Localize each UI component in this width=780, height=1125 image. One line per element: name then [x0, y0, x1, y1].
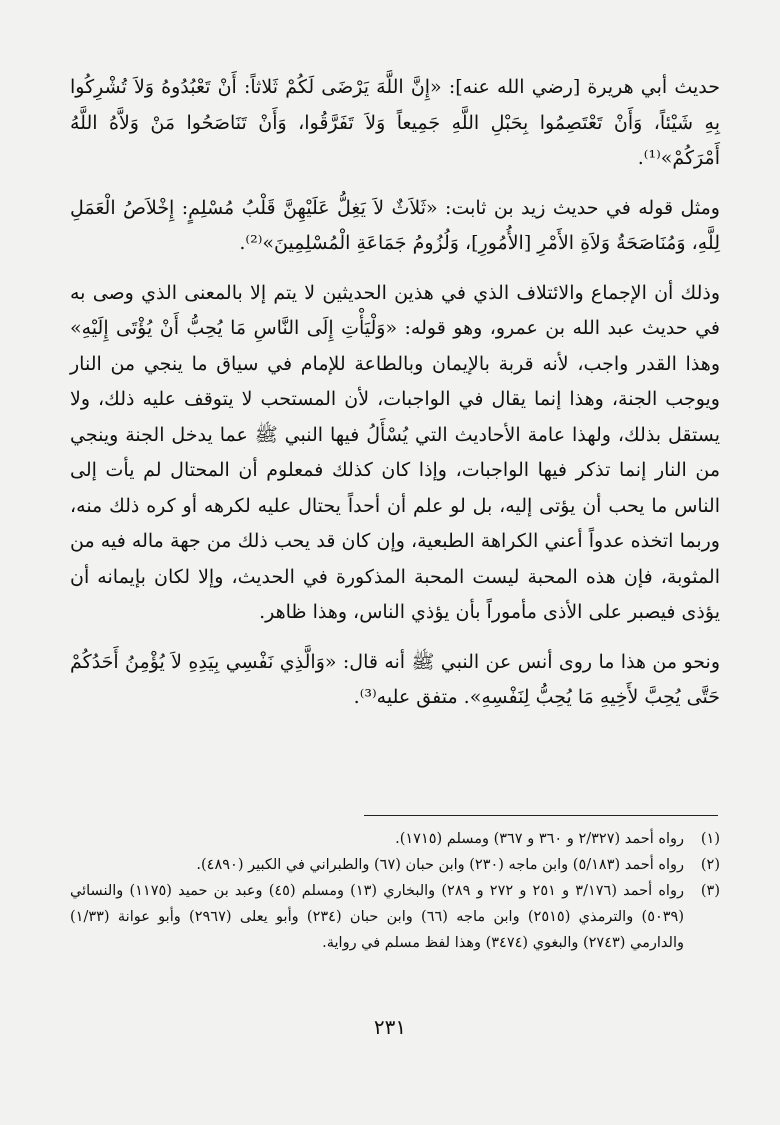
page-number: ٢٣١	[373, 1015, 407, 1039]
footnote-divider	[364, 815, 718, 816]
main-text	[70, 70, 720, 730]
paragraph: ونحو من هذا ما روى أنس عن النبي ﷺ أنه قال: «وَالَّذِي نَفْسِي بِيَدِهِ لاَ يُؤْمِنُ أَحَدُكُمْ حَتَّى يُحِبَّ لأَخِيهِ مَا يُحِبُّ لِنَفْسِهِ». متفق عليه⁽³⁾.	[70, 650, 720, 708]
footnote-number: (٣)	[700, 883, 720, 899]
footnote	[70, 852, 720, 878]
footnote	[70, 826, 720, 852]
footnote-text: رواه أحمد (٣/١٧٦ و ٢٥١ و ٢٧٢ و ٢٨٩) والبخاري (١٣) ومسلم (٤٥) وعبد بن حميد (١١٧٥) والنسائي (٥٠٣٩) والترمذي (٢٥١٥) وابن ماجه (٦٦) وابن حبان (٢٣٤) وأبو يعلى (٢٩٦٧) وأبو عوانة (١/٣٣) والدارمي (٢٧٤٣) والبغوي (٣٤٧٤) وهذا لفظ مسلم في رواية.	[70, 883, 685, 951]
paragraph: ومثل قوله في حديث زيد بن ثابت: «ثَلاَثٌ لاَ يَغِلُّ عَلَيْهِنَّ قَلْبُ مُسْلِمٍ: إِخْلاَصُ الْعَمَلِ لِلَّهِ، وَمُنَاصَحَةُ وَلاَةِ الأَمْرِ [الأُمُورِ]، وَلُزُومُ جَمَاعَةِ الْمُسْلِمِينَ»⁽²⁾.	[70, 196, 720, 254]
footnote-number: (١)	[700, 831, 720, 847]
footnote-text: رواه أحمد (٥/١٨٣) وابن ماجه (٢٣٠) وابن حبان (٦٧) والطبراني في الكبير (٤٨٩٠).	[196, 857, 684, 873]
paragraph: حديث أبي هريرة [رضي الله عنه]: «إِنَّ اللَّهَ يَرْضَى لَكُمْ ثَلاثاً: أَنْ تَعْبُدُوهُ وَلاَ تُشْرِكُوا بِهِ شَيْئاً، وَأَنْ تَعْتَصِمُوا بِحَبْلِ اللَّهِ جَمِيعاً وَلاَ تَفَرَّقُوا، وَأَنْ تَنَاصَحُوا مَنْ وَلاَّهُ اللَّهُ أَمْرَكُمْ»⁽¹⁾.	[70, 76, 720, 169]
footnote	[70, 878, 720, 956]
paragraph: وذلك أن الإجماع والائتلاف الذي في هذين الحديثين لا يتم إلا بالمعنى الذي وصى به في حديث عبد الله بن عمرو، وهو قوله: «وَلْيَأْتِ إِلَى النَّاسِ مَا يُحِبُّ أَنْ يُؤْتَى إِلَيْهِ» وهذا القدر واجب، لأنه قربة بالإيمان وبالطاعة للإمام في سياق ما ينجي من النار ويوجب الجنة، وهذا إنما يقال في الواجبات، لأن المستحب لا يتوقف عليه ذلك، ولا يستقل بذلك، ولهذا عامة الأحاديث التي يُسْأَلُ فيها النبي ﷺ عما يدخل الجنة وينجي من النار إنما تذكر فيها الواجبات، وإذا كان كذلك فمعلوم أن المحتال لم يأت إلى الناس ما يحب أن يؤتى إليه، بل لو علم أن أحداً يحتال عليه لكرهه أو كره ذلك منه، وربما اتخذه عدواً أعني الكراهة الطبعية، وإن كان قد يحب ذلك من جهة ماله فيه من المثوبة، فإن هذه المحبة ليست المحبة المذكورة في الحديث، وإلا لكان بإيمانه أن يؤذى فيصبر على الأذى مأموراً بأن يؤذي الناس، وهذا ظاهر.	[70, 281, 720, 623]
footnote-number: (٢)	[700, 857, 720, 873]
footnote-text: رواه أحمد (٢/٣٢٧ و ٣٦٠ و ٣٦٧) ومسلم (١٧١٥).	[395, 831, 684, 847]
footnotes	[70, 826, 720, 956]
